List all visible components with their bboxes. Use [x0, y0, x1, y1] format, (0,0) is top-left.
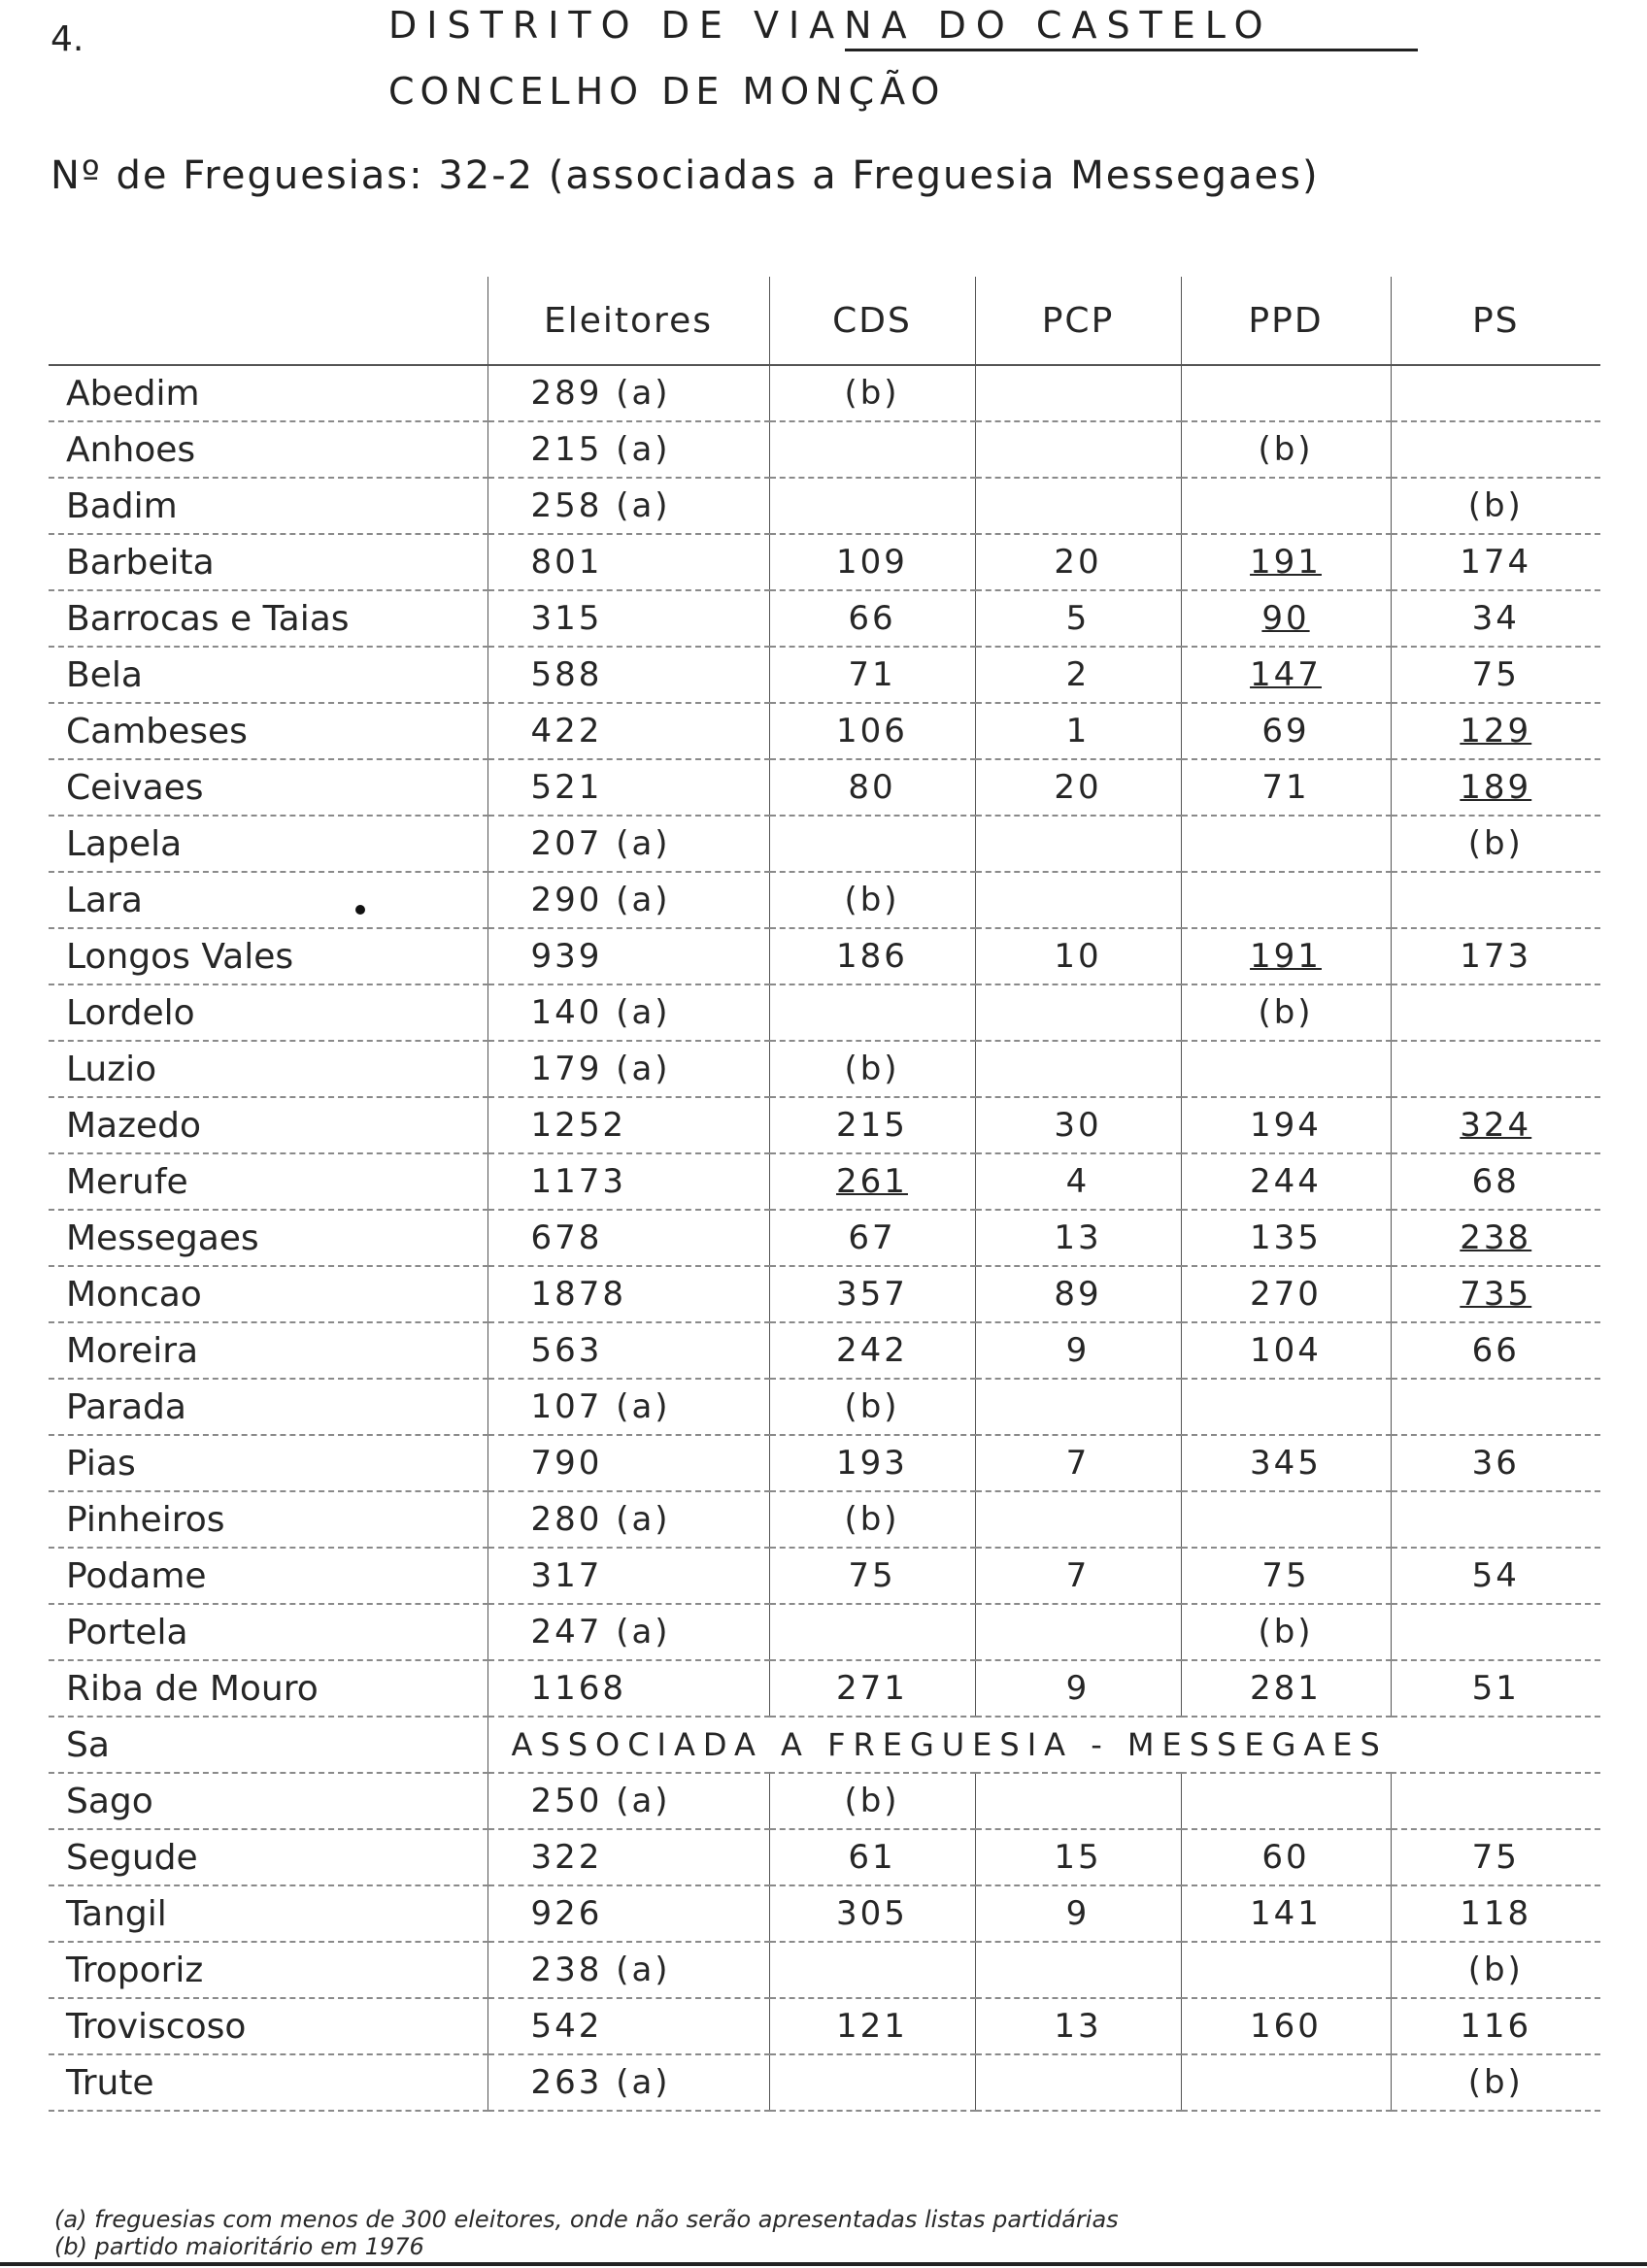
cell-pcp [975, 984, 1181, 1041]
cell-cds: 61 [769, 1829, 975, 1885]
cell-eleitores: 263 (a) [487, 2054, 769, 2111]
cell-cds: (b) [769, 1041, 975, 1097]
bottom-rule [0, 2262, 1647, 2266]
parish-name: Moncao [49, 1266, 487, 1322]
cell-eleitores: 939 [487, 928, 769, 984]
cell-ps: (b) [1391, 2054, 1600, 2111]
cell-eleitores: 238 (a) [487, 1942, 769, 1998]
cell-pcp: 4 [975, 1153, 1181, 1210]
footnote-b: (b) partido maioritário em 1976 [54, 2233, 424, 2260]
cell-ps: 173 [1391, 928, 1600, 984]
cell-pcp [975, 872, 1181, 928]
cell-ppd [1181, 872, 1391, 928]
parish-name: Cambeses [49, 703, 487, 759]
cell-eleitores: 107 (a) [487, 1379, 769, 1435]
parish-name: Badim [49, 478, 487, 534]
cell-ps: (b) [1391, 1942, 1600, 1998]
cell-cds: 109 [769, 534, 975, 590]
table-row [49, 1773, 1600, 1829]
parish-name: Troporiz [49, 1942, 487, 1998]
table-row [49, 1266, 1600, 1322]
cell-eleitores: 289 (a) [487, 365, 769, 421]
cell-ps: 36 [1391, 1435, 1600, 1491]
cell-ps [1391, 872, 1600, 928]
cell-ppd: 147 [1181, 647, 1391, 703]
cell-pcp: 13 [975, 1210, 1181, 1266]
cell-eleitores: 801 [487, 534, 769, 590]
cell-cds: 71 [769, 647, 975, 703]
municipality-title: CONCELHO DE MONÇÃO [388, 70, 946, 113]
table-row [49, 421, 1600, 478]
cell-ppd: 60 [1181, 1829, 1391, 1885]
cell-ps: 116 [1391, 1998, 1600, 2054]
cell-ppd [1181, 816, 1391, 872]
cell-pcp [975, 1773, 1181, 1829]
cell-ppd: 281 [1181, 1660, 1391, 1717]
parish-name: Barbeita [49, 534, 487, 590]
cell-ppd: 135 [1181, 1210, 1391, 1266]
table-body [49, 365, 1600, 2111]
parish-name: Messegaes [49, 1210, 487, 1266]
cell-cds: 261 [769, 1153, 975, 1210]
header-ps: PS [1391, 277, 1600, 365]
district-title: DISTRITO DE VIANA DO CASTELO [388, 4, 1273, 47]
cell-pcp [975, 365, 1181, 421]
cell-cds [769, 984, 975, 1041]
table-row [49, 816, 1600, 872]
cell-pcp: 9 [975, 1322, 1181, 1379]
cell-cds: (b) [769, 1491, 975, 1548]
cell-ppd [1181, 478, 1391, 534]
cell-ps: 34 [1391, 590, 1600, 647]
cell-ppd: (b) [1181, 1604, 1391, 1660]
cell-cds: 193 [769, 1435, 975, 1491]
cell-eleitores: 317 [487, 1548, 769, 1604]
header-pcp: PCP [975, 277, 1181, 365]
cell-pcp: 89 [975, 1266, 1181, 1322]
cell-eleitores: 1173 [487, 1153, 769, 1210]
cell-pcp [975, 1379, 1181, 1435]
table-row [49, 2054, 1600, 2111]
cell-pcp [975, 1041, 1181, 1097]
parish-name: Parada [49, 1379, 487, 1435]
parish-name: Luzio [49, 1041, 487, 1097]
cell-ps: (b) [1391, 478, 1600, 534]
table-row [49, 1998, 1600, 2054]
cell-ps: 129 [1391, 703, 1600, 759]
cell-cds: 67 [769, 1210, 975, 1266]
cell-ps: 75 [1391, 647, 1600, 703]
cell-ppd: 75 [1181, 1548, 1391, 1604]
parish-name: Mazedo [49, 1097, 487, 1153]
parish-name: Troviscoso [49, 1998, 487, 2054]
cell-ppd: (b) [1181, 984, 1391, 1041]
cell-ppd: 71 [1181, 759, 1391, 816]
cell-ppd [1181, 1379, 1391, 1435]
page-number: 4. [50, 19, 84, 59]
cell-pcp: 5 [975, 590, 1181, 647]
cell-eleitores: 563 [487, 1322, 769, 1379]
cell-pcp: 13 [975, 1998, 1181, 2054]
parish-name: Longos Vales [49, 928, 487, 984]
cell-ps: 51 [1391, 1660, 1600, 1717]
cell-ppd: 194 [1181, 1097, 1391, 1153]
cell-ps [1391, 1491, 1600, 1548]
table-row [49, 703, 1600, 759]
cell-ps: 75 [1391, 1829, 1600, 1885]
parish-name: Lapela [49, 816, 487, 872]
cell-ps: 66 [1391, 1322, 1600, 1379]
table-row [49, 1491, 1600, 1548]
cell-eleitores: 280 (a) [487, 1491, 769, 1548]
cell-cds: 121 [769, 1998, 975, 2054]
cell-cds: 271 [769, 1660, 975, 1717]
cell-pcp: 2 [975, 647, 1181, 703]
parish-name: Riba de Mouro [49, 1660, 487, 1717]
header-cds: CDS [769, 277, 975, 365]
cell-eleitores: 250 (a) [487, 1773, 769, 1829]
cell-cds [769, 1604, 975, 1660]
district-underline [845, 49, 1418, 51]
cell-ps [1391, 1041, 1600, 1097]
cell-ppd: 270 [1181, 1266, 1391, 1322]
table-row [49, 365, 1600, 421]
header-ppd: PPD [1181, 277, 1391, 365]
cell-ppd: 160 [1181, 1998, 1391, 2054]
association-note: ASSOCIADA A FREGUESIA - MESSEGAES [487, 1717, 1600, 1773]
parish-name: Ceivaes [49, 759, 487, 816]
table-row [49, 1942, 1600, 1998]
table-row [49, 478, 1600, 534]
cell-pcp: 7 [975, 1435, 1181, 1491]
cell-cds: 106 [769, 703, 975, 759]
cell-eleitores: 207 (a) [487, 816, 769, 872]
cell-cds: 215 [769, 1097, 975, 1153]
cell-eleitores: 1252 [487, 1097, 769, 1153]
parish-name: Segude [49, 1829, 487, 1885]
cell-ps [1391, 1379, 1600, 1435]
cell-ppd: 104 [1181, 1322, 1391, 1379]
cell-eleitores: 678 [487, 1210, 769, 1266]
cell-eleitores: 1168 [487, 1660, 769, 1717]
cell-pcp: 9 [975, 1660, 1181, 1717]
cell-pcp [975, 1604, 1181, 1660]
cell-ps: 118 [1391, 1885, 1600, 1942]
cell-ps: 54 [1391, 1548, 1600, 1604]
table-row [49, 1322, 1600, 1379]
cell-pcp: 9 [975, 1885, 1181, 1942]
cell-ppd [1181, 1041, 1391, 1097]
cell-ps: 174 [1391, 534, 1600, 590]
table-row [49, 928, 1600, 984]
table-row [49, 1041, 1600, 1097]
parish-name: Anhoes [49, 421, 487, 478]
cell-eleitores: 215 (a) [487, 421, 769, 478]
cell-pcp: 30 [975, 1097, 1181, 1153]
cell-cds: 305 [769, 1885, 975, 1942]
parish-name: Podame [49, 1548, 487, 1604]
parish-name: Barrocas e Taias [49, 590, 487, 647]
cell-ppd: 191 [1181, 534, 1391, 590]
table-row [49, 872, 1600, 928]
cell-pcp: 20 [975, 759, 1181, 816]
cell-cds [769, 421, 975, 478]
table-row [49, 1153, 1600, 1210]
ink-blot [355, 905, 365, 915]
cell-pcp: 20 [975, 534, 1181, 590]
cell-eleitores: 140 (a) [487, 984, 769, 1041]
parish-name: Merufe [49, 1153, 487, 1210]
cell-pcp: 10 [975, 928, 1181, 984]
cell-ppd [1181, 1942, 1391, 1998]
table-row [49, 590, 1600, 647]
parish-name: Trute [49, 2054, 487, 2111]
table-row [49, 1379, 1600, 1435]
table-row [49, 1660, 1600, 1717]
table-row [49, 534, 1600, 590]
cell-cds: 66 [769, 590, 975, 647]
cell-ps: 324 [1391, 1097, 1600, 1153]
header-parish [49, 277, 487, 365]
table-row [49, 647, 1600, 703]
cell-eleitores: 258 (a) [487, 478, 769, 534]
cell-eleitores: 542 [487, 1998, 769, 2054]
cell-eleitores: 179 (a) [487, 1041, 769, 1097]
cell-eleitores: 290 (a) [487, 872, 769, 928]
cell-cds: (b) [769, 365, 975, 421]
cell-ps [1391, 1773, 1600, 1829]
cell-cds: 75 [769, 1548, 975, 1604]
cell-ps: 735 [1391, 1266, 1600, 1322]
cell-pcp: 7 [975, 1548, 1181, 1604]
cell-eleitores: 926 [487, 1885, 769, 1942]
cell-pcp [975, 2054, 1181, 2111]
parish-name: Abedim [49, 365, 487, 421]
cell-eleitores: 247 (a) [487, 1604, 769, 1660]
footnotes [54, 2206, 1119, 2260]
parish-name: Pias [49, 1435, 487, 1491]
cell-ppd: 69 [1181, 703, 1391, 759]
cell-cds [769, 478, 975, 534]
parish-name: Moreira [49, 1322, 487, 1379]
parish-name: Sa [49, 1717, 487, 1773]
cell-ppd: 141 [1181, 1885, 1391, 1942]
table-row [49, 1829, 1600, 1885]
cell-ppd [1181, 365, 1391, 421]
parish-name: Portela [49, 1604, 487, 1660]
table-row [49, 1435, 1600, 1491]
cell-pcp: 15 [975, 1829, 1181, 1885]
cell-cds: (b) [769, 1379, 975, 1435]
table-row [49, 984, 1600, 1041]
cell-eleitores: 1878 [487, 1266, 769, 1322]
table-row [49, 759, 1600, 816]
cell-ppd [1181, 1773, 1391, 1829]
cell-eleitores: 521 [487, 759, 769, 816]
cell-ps: 189 [1391, 759, 1600, 816]
cell-cds [769, 816, 975, 872]
cell-eleitores: 322 [487, 1829, 769, 1885]
cell-ps [1391, 984, 1600, 1041]
cell-ps: 68 [1391, 1153, 1600, 1210]
cell-cds: 242 [769, 1322, 975, 1379]
parish-name: Lordelo [49, 984, 487, 1041]
parish-name: Sago [49, 1773, 487, 1829]
cell-eleitores: 422 [487, 703, 769, 759]
cell-eleitores: 588 [487, 647, 769, 703]
table-row [49, 1210, 1600, 1266]
cell-ppd: 90 [1181, 590, 1391, 647]
cell-pcp: 1 [975, 703, 1181, 759]
parish-name: Tangil [49, 1885, 487, 1942]
parish-name: Bela [49, 647, 487, 703]
parishes-count: Nº de Freguesias: 32-2 (associadas a Freguesia Messegaes) [50, 153, 1320, 198]
table-row [49, 1604, 1600, 1660]
cell-ps: (b) [1391, 816, 1600, 872]
table-row [49, 1717, 1600, 1773]
cell-ps [1391, 1604, 1600, 1660]
cell-ps: 238 [1391, 1210, 1600, 1266]
cell-cds [769, 2054, 975, 2111]
table-header-row [49, 277, 1600, 365]
cell-ppd: 244 [1181, 1153, 1391, 1210]
footnote-a: (a) freguesias com menos de 300 eleitores, onde não serão apresentadas listas partidárias [54, 2206, 1119, 2233]
cell-pcp [975, 816, 1181, 872]
table-row [49, 1885, 1600, 1942]
cell-pcp [975, 1942, 1181, 1998]
cell-pcp [975, 1491, 1181, 1548]
header-eleitores: Eleitores [487, 277, 769, 365]
cell-pcp [975, 421, 1181, 478]
cell-ppd [1181, 1491, 1391, 1548]
cell-eleitores: 315 [487, 590, 769, 647]
cell-ppd: 345 [1181, 1435, 1391, 1491]
cell-ps [1391, 421, 1600, 478]
cell-cds: (b) [769, 1773, 975, 1829]
cell-ppd [1181, 2054, 1391, 2111]
parish-name: Lara [49, 872, 487, 928]
table-row [49, 1548, 1600, 1604]
cell-ps [1391, 365, 1600, 421]
cell-ppd: 191 [1181, 928, 1391, 984]
cell-cds: 80 [769, 759, 975, 816]
cell-cds [769, 1942, 975, 1998]
election-table [49, 277, 1600, 2112]
parish-name: Pinheiros [49, 1491, 487, 1548]
cell-cds: 357 [769, 1266, 975, 1322]
cell-cds: 186 [769, 928, 975, 984]
cell-ppd: (b) [1181, 421, 1391, 478]
cell-pcp [975, 478, 1181, 534]
cell-eleitores: 790 [487, 1435, 769, 1491]
table-row [49, 1097, 1600, 1153]
cell-cds: (b) [769, 872, 975, 928]
